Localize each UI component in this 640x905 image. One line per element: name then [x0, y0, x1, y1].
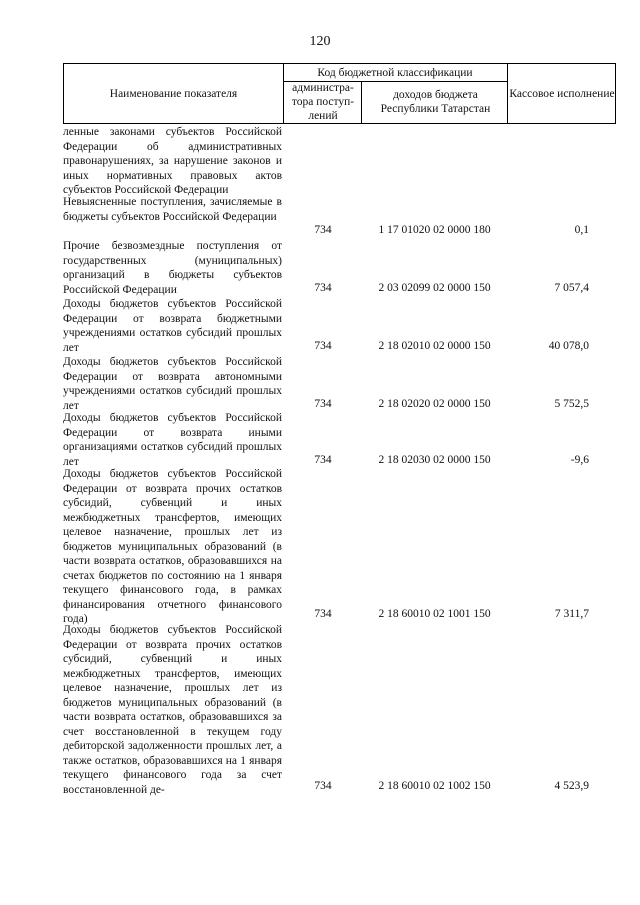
income-code: 1 17 01020 02 0000 180: [378, 224, 491, 236]
header-divider: [507, 64, 508, 123]
admin-code: 734: [314, 608, 332, 620]
admin-code: 734: [314, 282, 332, 294]
cash-execution-value: 40 078,0: [548, 340, 589, 352]
indicator-name: Доходы бюджетов субъектов Российской Федерации от возврата прочих остатков субсидий, субвенций и иных межбюджетных трансфертов, имеющих целевое назначение, прошлых лет из бюджетов муниципальных образований (в части возврата остатков, образовавшихся за счет восстановленной в текущем году дебиторской задолженности прошлых лет, а также остатков, образовавшихся на 1 января текущего финансового года за счет восстановленной де-: [63, 624, 282, 796]
table-row: [63, 195, 616, 239]
col-name-header: Наименование показателя: [109, 87, 238, 100]
income-code: 2 18 02010 02 0000 150: [378, 340, 491, 352]
table-row: [63, 297, 616, 355]
income-code: 2 18 02030 02 0000 150: [378, 454, 491, 466]
indicator-name: Доходы бюджетов субъектов Российской Федерации от возврата иными организациями остатков субсидий прошлых лет: [63, 412, 282, 468]
cash-execution-value: 4 523,9: [554, 780, 589, 792]
table-row: [63, 411, 616, 469]
table-row: [63, 623, 616, 813]
cash-execution-value: 0,1: [574, 224, 589, 236]
admin-code: 734: [314, 224, 332, 236]
income-code: 2 03 02099 02 0000 150: [378, 282, 491, 294]
income-code: 2 18 60010 02 1001 150: [378, 608, 491, 620]
cash-execution-value: -9,6: [570, 454, 589, 466]
indicator-name: Доходы бюджетов субъектов Российской Федерации от возврата прочих остатков субсидий, субвенций и иных межбюджетных трансфертов, имеющих целевое назначение, прошлых лет из бюджетов муниципальных образований (в части возврата остатков, образовавшихся на счетах бюджетов по состоянию на 1 января текущего финансового года, в рамках финансирования отчетного финансового года): [63, 468, 282, 625]
indicator-name: Доходы бюджетов субъектов Российской Федерации от возврата бюджетными учреждениями остатков субсидий прошлых лет: [63, 298, 282, 354]
income-code: 2 18 60010 02 1002 150: [378, 780, 491, 792]
admin-code: 734: [314, 454, 332, 466]
classification-group-header: Код бюджетной классификации: [317, 66, 473, 79]
admin-code: 734: [314, 398, 332, 410]
col-admin-header: администра- тора поступ- лений: [291, 82, 355, 122]
indicator-name: Невыясненные поступления, зачисляемые в бюджеты субъектов Российской Федерации: [63, 196, 282, 223]
admin-code: 734: [314, 780, 332, 792]
indicator-name: ленные законами субъектов Российской Федерации об административных правонарушениях, за нарушение законов и иных нормативных правовых актов субъектов Российской Федерации: [63, 126, 282, 196]
col-exec-header: Кассовое исполнение: [509, 87, 615, 100]
cash-execution-value: 7 057,4: [554, 282, 589, 294]
table-row: [63, 239, 616, 297]
cash-execution-value: 7 311,7: [554, 608, 589, 620]
table-row: [63, 355, 616, 413]
header-divider: [361, 81, 362, 123]
table-header: [63, 63, 616, 124]
admin-code: 734: [314, 340, 332, 352]
table-row: [63, 125, 616, 195]
indicator-name: Доходы бюджетов субъектов Российской Федерации от возврата автономными учреждениями остатков субсидий прошлых лет: [63, 356, 282, 412]
table-row: [63, 467, 616, 623]
income-code: 2 18 02020 02 0000 150: [378, 398, 491, 410]
page-number: 120: [309, 34, 331, 49]
indicator-name: Прочие безвозмездные поступления от государственных (муниципальных) организаций в бюджеты субъектов Российской Федерации: [63, 240, 282, 296]
cash-execution-value: 5 752,5: [554, 398, 589, 410]
col-income-header: доходов бюджета Республики Татарстан: [380, 89, 491, 115]
